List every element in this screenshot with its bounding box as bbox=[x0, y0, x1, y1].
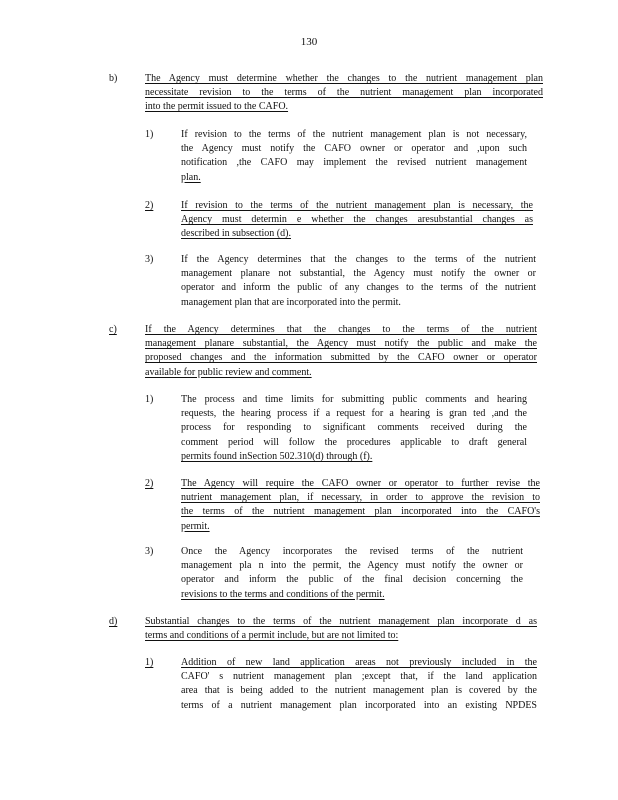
text-line: requests, the hearing process if a request for a hearing is gran ted ,and the bbox=[181, 408, 527, 420]
text-line: terms of a nutrient management plan incorporated into an existing NPDES bbox=[181, 699, 537, 711]
text-line: If the Agency determines that the changes to the terms of the nutrient bbox=[145, 324, 537, 335]
item-c2-text bbox=[181, 477, 540, 534]
text-line: Agency must determin e whether the changes aresubstantial changes as bbox=[181, 214, 533, 226]
text-line: area that is being added to the nutrient management plan is covered by the bbox=[181, 685, 537, 697]
text-line: notification ,the CAFO may implement the revised nutrient management bbox=[181, 157, 527, 169]
text-line: management pla n into the permit, the Agency must notify the owner or bbox=[181, 560, 523, 572]
page-number: 130 bbox=[300, 36, 318, 48]
text-line: If revision to the terms of the nutrient management plan is not necessary, bbox=[181, 129, 527, 140]
item-marker-c2: 2) bbox=[145, 478, 154, 489]
text-line: Addition of new land application areas not previously included in the bbox=[181, 657, 537, 668]
text-line: necessitate revision to the terms of the nutrient management plan incorporated bbox=[145, 87, 543, 99]
text-line: The Agency will require the CAFO owner or operator to further revise the bbox=[181, 478, 540, 489]
section-marker-c: c) bbox=[109, 324, 117, 335]
text-line: terms and conditions of a permit include, but are not limited to: bbox=[145, 630, 399, 642]
item-marker-c3: 3) bbox=[145, 546, 154, 557]
text-line: permit. bbox=[181, 520, 210, 532]
text-line: operator and inform the public of the final decision concerning the bbox=[181, 574, 523, 586]
item-b3-text bbox=[181, 253, 536, 310]
text-line: If the Agency determines that the changes to the terms of the nutrient bbox=[181, 254, 536, 265]
section-marker-d: d) bbox=[109, 616, 118, 627]
text-line: nutrient management plan, if necessary, in order to approve the revision to bbox=[181, 492, 540, 504]
text-line: Substantial changes to the terms of the nutrient management plan incorporate d as bbox=[145, 616, 537, 627]
text-line: management plan that are incorporated into the permit. bbox=[181, 296, 401, 308]
text-line: the terms of the nutrient management plan incorporated into the CAFO's bbox=[181, 506, 540, 518]
text-line: operator and inform the public of any changes to the terms of the nutrient bbox=[181, 282, 536, 294]
text-line: If revision to the terms of the nutrient management plan is necessary, the bbox=[181, 200, 533, 211]
section-c-text bbox=[145, 323, 537, 380]
text-line: revisions to the terms and conditions of the permit. bbox=[181, 588, 385, 600]
text-line: The process and time limits for submitting public comments and hearing bbox=[181, 394, 527, 405]
section-b-text bbox=[145, 72, 543, 115]
text-line: comment period will follow the procedures applicable to draft general bbox=[181, 436, 527, 448]
text-line: available for public review and comment. bbox=[145, 366, 312, 378]
text-line: The Agency must determine whether the changes to the nutrient management plan bbox=[145, 73, 543, 84]
section-d-text bbox=[145, 615, 537, 643]
item-b2-text bbox=[181, 199, 533, 242]
text-line: management planare not substantial, the Agency must notify the owner or bbox=[181, 268, 536, 280]
item-marker-c1: 1) bbox=[145, 394, 154, 405]
text-line: the Agency must notify the CAFO owner or operator and ,upon such bbox=[181, 143, 527, 155]
item-marker-b3: 3) bbox=[145, 254, 154, 265]
text-line: proposed changes and the information submitted by the CAFO owner or operator bbox=[145, 352, 537, 364]
text-line: permits found inSection 502.310(d) through (f). bbox=[181, 450, 373, 462]
text-line: into the permit issued to the CAFO. bbox=[145, 101, 289, 113]
item-b1-text bbox=[181, 128, 527, 185]
text-line: plan. bbox=[181, 171, 201, 183]
item-marker-b2: 2) bbox=[145, 200, 154, 211]
item-marker-b1: 1) bbox=[145, 129, 154, 140]
text-line: described in subsection (d). bbox=[181, 228, 291, 240]
item-d1-text bbox=[181, 656, 537, 713]
text-line: Once the Agency incorporates the revised terms of the nutrient bbox=[181, 546, 523, 557]
item-c3-text bbox=[181, 545, 523, 602]
section-marker-b: b) bbox=[109, 73, 118, 84]
text-line: process for responding to significant comments received during the bbox=[181, 422, 527, 434]
text-line: CAFO' s nutrient management plan ;except that, if the land application bbox=[181, 671, 537, 683]
text-line: management planare substantial, the Agency must notify the public and make the bbox=[145, 338, 537, 350]
item-marker-d1: 1) bbox=[145, 657, 154, 668]
item-c1-text bbox=[181, 393, 527, 464]
